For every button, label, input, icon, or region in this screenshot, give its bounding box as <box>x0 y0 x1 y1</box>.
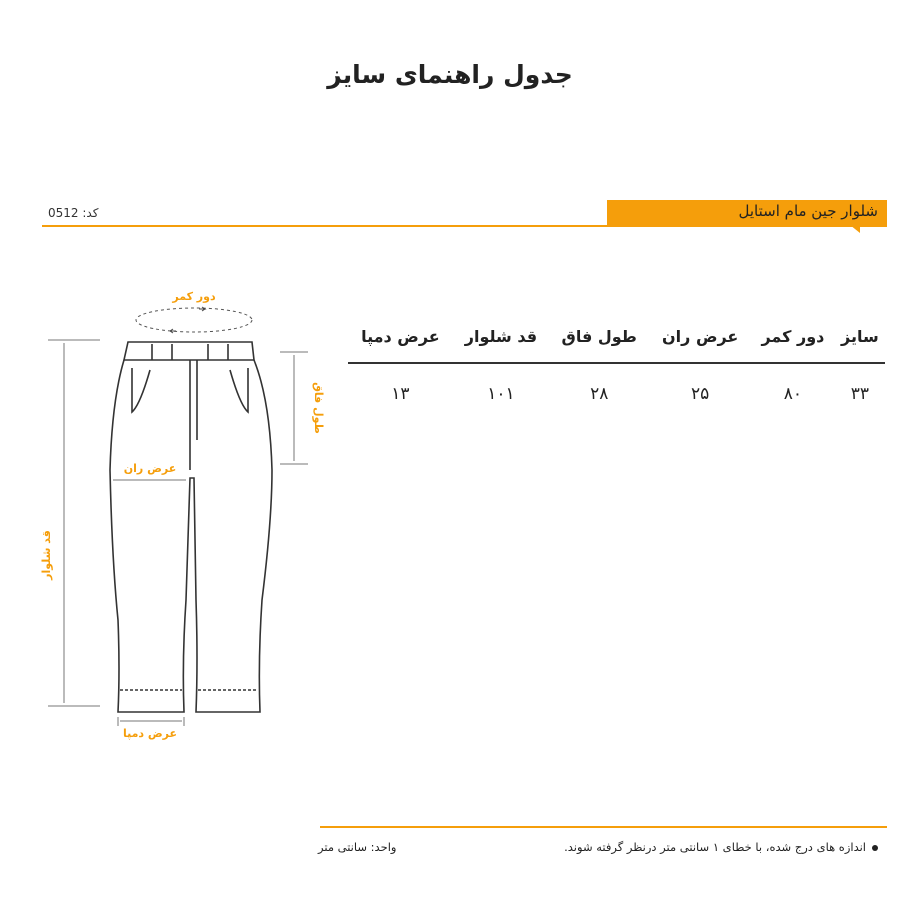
header-divider <box>42 225 887 227</box>
jeans-measurement-diagram <box>0 280 340 750</box>
waist-arrow-left-icon <box>170 329 176 333</box>
tolerance-note-text: اندازه های درج شده، با خطای ۱ سانتی متر درنظر گرفته شوند. <box>564 840 866 854</box>
cell-size: ۳۳ <box>850 384 870 404</box>
footer-divider <box>320 826 887 828</box>
waist-arrow-right-icon <box>199 307 205 311</box>
unit-note: واحد: سانتی متر <box>318 840 397 854</box>
page-title: جدول راهنمای سایز <box>327 60 573 89</box>
cell-thigh: ۲۵ <box>691 384 710 404</box>
header-waist: دور کمر <box>751 310 835 363</box>
bullet-icon <box>872 845 878 851</box>
header-hem: عرض دمپا <box>348 310 453 363</box>
table-row <box>348 363 885 424</box>
size-table <box>348 310 885 424</box>
hem-label: عرض دمپا <box>122 727 178 740</box>
cell-rise: ۲۸ <box>590 384 609 404</box>
product-name: شلوار جین مام استایل <box>738 202 878 220</box>
tolerance-note <box>564 840 878 854</box>
cell-waist: ۸۰ <box>783 384 803 404</box>
waist-label: دور کمر <box>172 290 216 303</box>
header-length: قد شلوار <box>453 310 549 363</box>
length-label: قد شلوار <box>40 530 53 580</box>
header-rise: طول فاق <box>549 310 649 363</box>
waist-ellipse <box>136 308 252 332</box>
thigh-label: عرض ران <box>123 462 177 475</box>
header-size: سایز <box>835 310 885 363</box>
product-code: کد: 0512 <box>48 206 99 220</box>
jeans-outline <box>110 342 272 712</box>
table-header-row <box>348 310 885 363</box>
cell-length: ۱۰۱ <box>487 384 515 404</box>
rise-label: طول فاق <box>312 382 325 434</box>
header-thigh: عرض ران <box>649 310 751 363</box>
cell-hem: ۱۳ <box>391 384 410 404</box>
